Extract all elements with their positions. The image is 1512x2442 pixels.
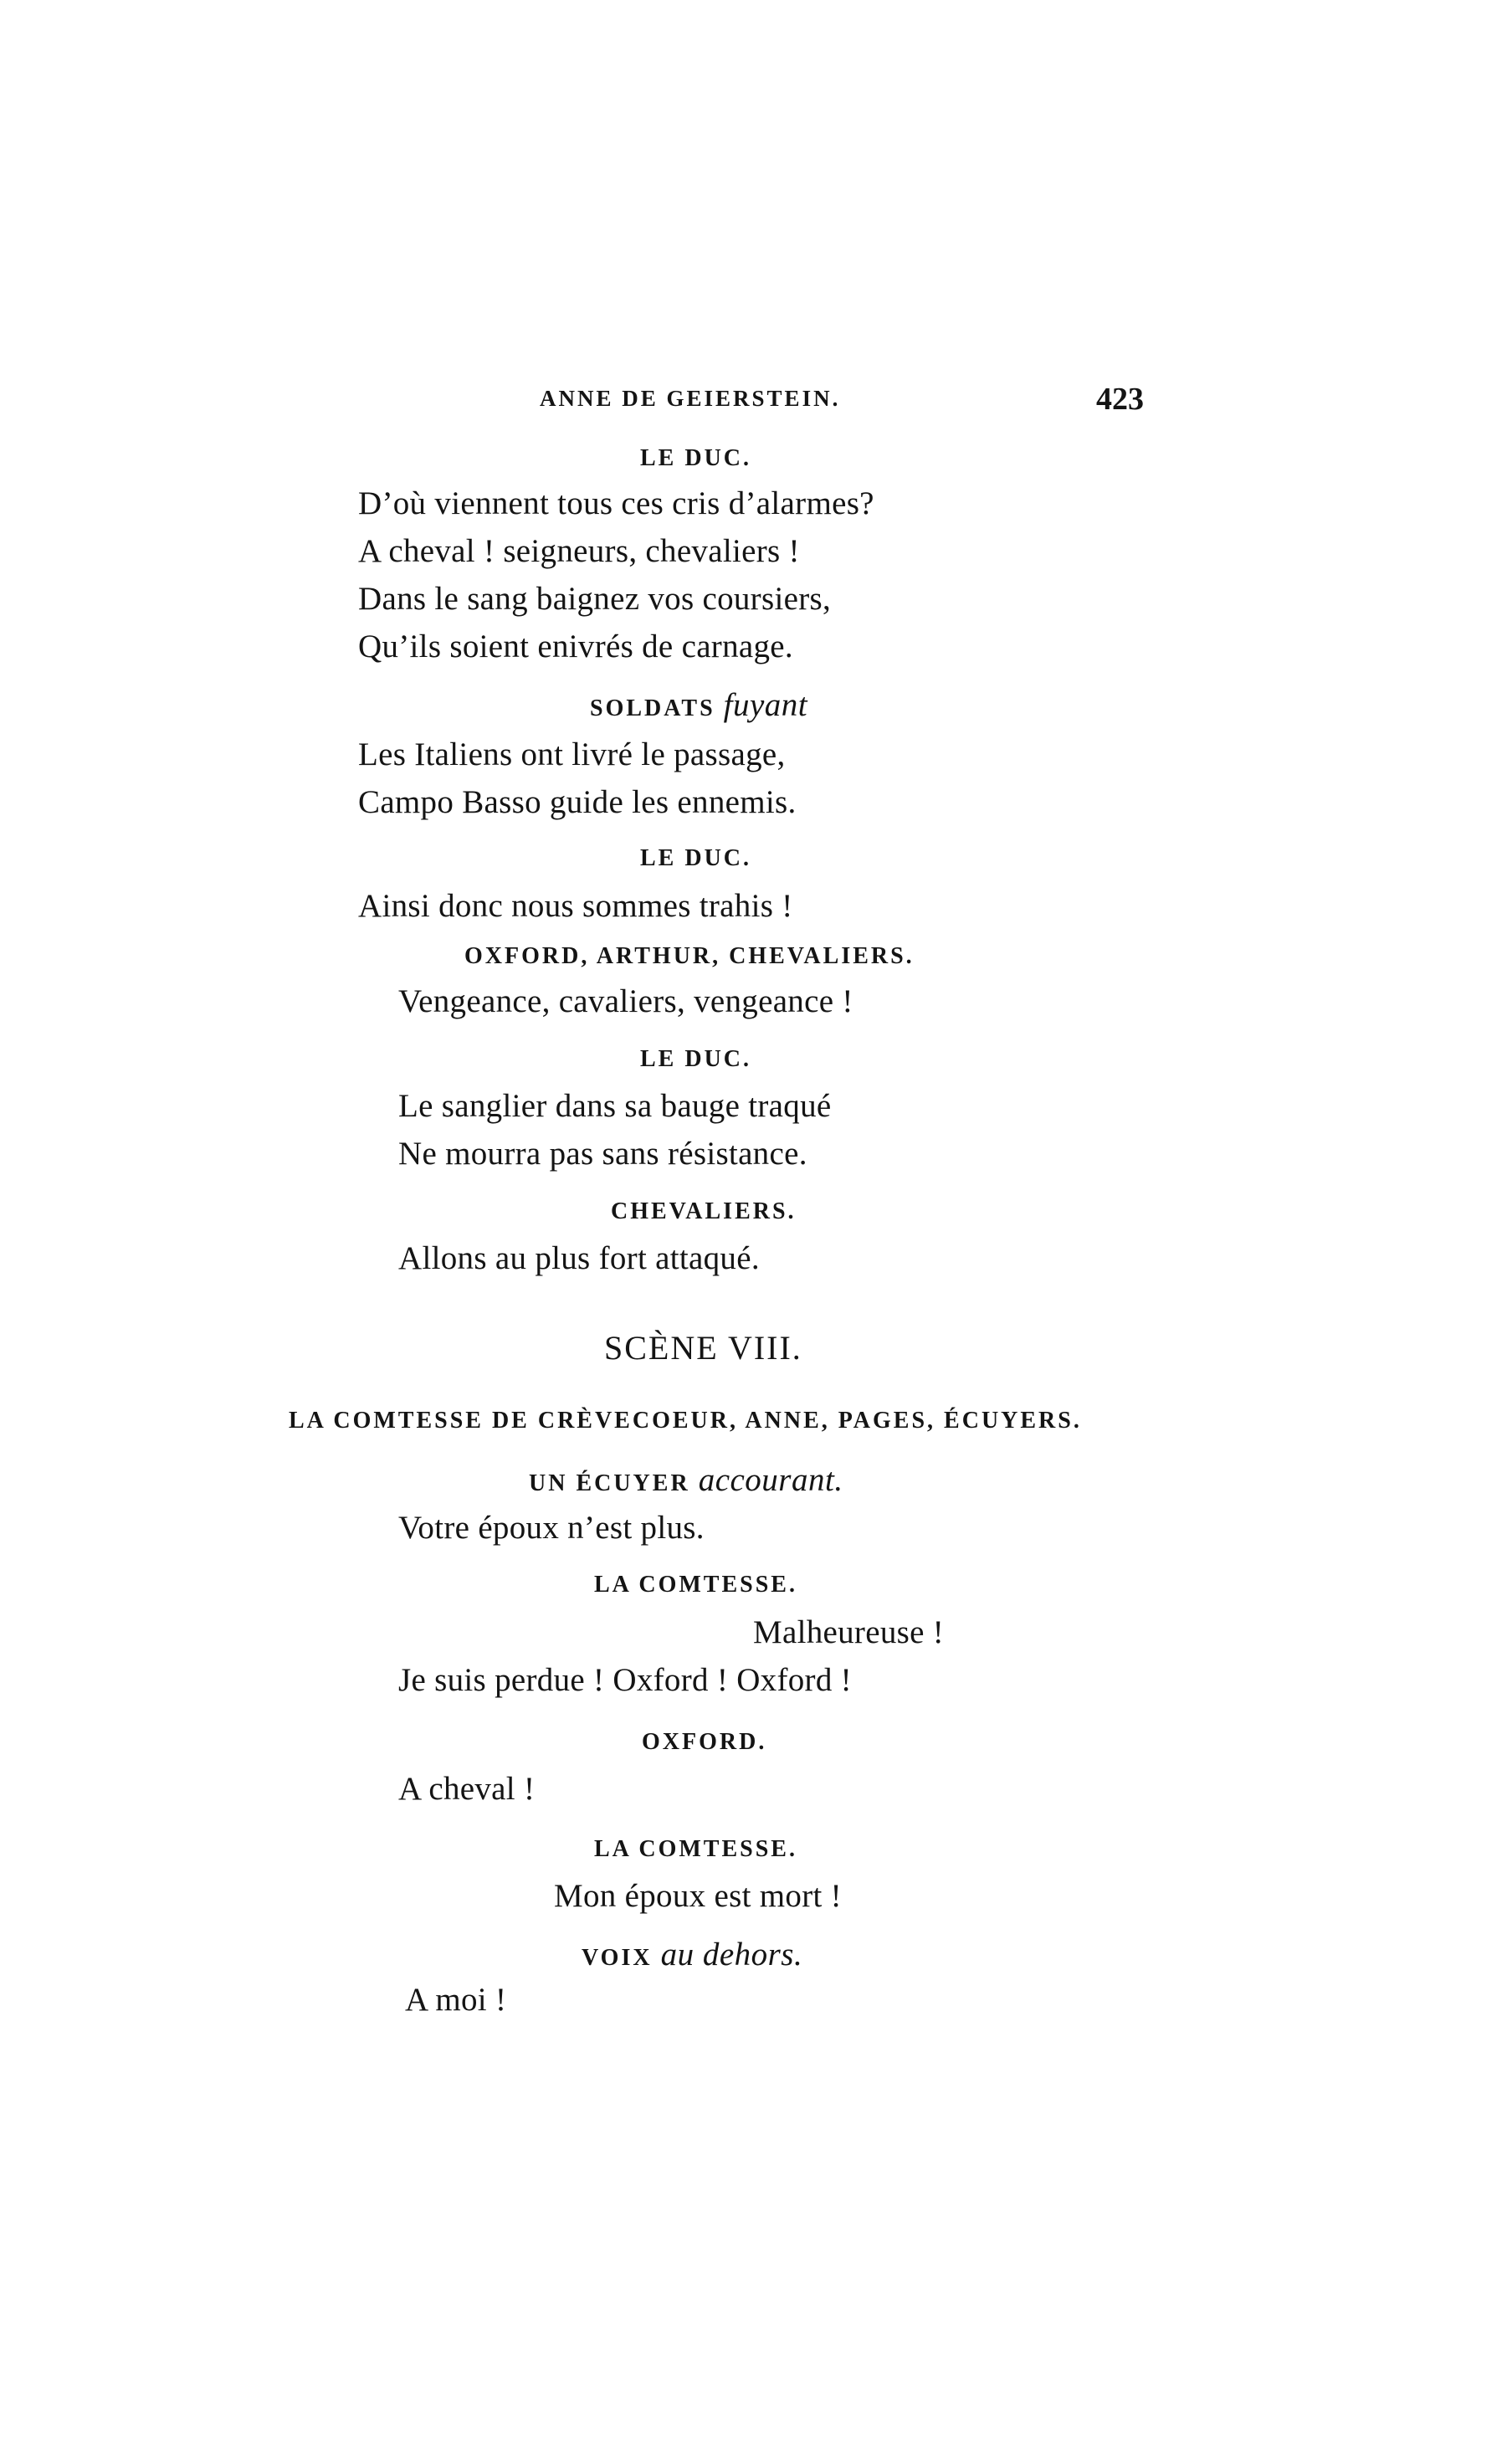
verse-line-12: Votre époux n’est plus.	[398, 1510, 705, 1546]
speaker-chevaliers: CHEVALIERS.	[611, 1198, 797, 1224]
speaker-name: VOIX	[582, 1945, 653, 1971]
stage-direction: au dehors.	[660, 1937, 803, 1973]
running-title: ANNE DE GEIERSTEIN.	[540, 386, 841, 411]
verse-line-14: Je suis perdue ! Oxford ! Oxford !	[398, 1662, 852, 1698]
scene-cast: LA COMTESSE DE CRÈVECOEUR, ANNE, PAGES, ÉCUYERS.	[289, 1408, 1082, 1434]
speaker-le-duc-2: LE DUC.	[640, 845, 752, 871]
verse-line-9: Le sanglier dans sa bauge traqué	[398, 1088, 832, 1124]
verse-line-13: Malheureuse !	[753, 1614, 945, 1650]
speaker-le-duc-3: LE DUC.	[640, 1046, 752, 1072]
speaker-name: SOLDATS	[590, 695, 715, 721]
page-number: 423	[1096, 382, 1144, 417]
verse-line-7: Ainsi donc nous sommes trahis !	[358, 888, 793, 924]
verse-line-5: Les Italiens ont livré le passage,	[358, 736, 786, 772]
verse-line-16: Mon époux est mort !	[554, 1878, 842, 1914]
speaker-name: UN ÉCUYER	[529, 1470, 690, 1496]
verse-line-4: Qu’ils soient enivrés de carnage.	[358, 628, 793, 664]
speaker-un-ecuyer	[529, 1464, 843, 1496]
verse-line-2: A cheval ! seigneurs, chevaliers !	[358, 533, 800, 569]
speaker-soldats	[590, 689, 807, 721]
verse-line-10: Ne mourra pas sans résistance.	[398, 1136, 807, 1172]
verse-line-6: Campo Basso guide les ennemis.	[358, 784, 797, 820]
verse-line-1: D’où viennent tous ces cris d’alarmes?	[358, 485, 874, 521]
stage-direction: fuyant	[723, 687, 808, 723]
speaker-voix	[582, 1938, 802, 1971]
scene-heading: SCÈNE VIII.	[604, 1329, 802, 1367]
speaker-la-comtesse-1: LA COMTESSE.	[594, 1572, 797, 1598]
verse-line-8: Vengeance, cavaliers, vengeance !	[398, 983, 853, 1019]
speaker-la-comtesse-2: LA COMTESSE.	[594, 1836, 797, 1862]
speaker-oxford-arthur-chevaliers: OXFORD, ARTHUR, CHEVALIERS.	[464, 943, 915, 969]
verse-line-11: Allons au plus fort attaqué.	[398, 1240, 760, 1276]
stage-direction: accourant.	[698, 1462, 843, 1498]
verse-line-17: A moi !	[405, 1982, 507, 2018]
speaker-le-duc-1: LE DUC.	[640, 445, 752, 471]
speaker-oxford: OXFORD.	[642, 1729, 767, 1755]
verse-line-3: Dans le sang baignez vos coursiers,	[358, 581, 832, 617]
verse-line-15: A cheval !	[398, 1771, 536, 1807]
